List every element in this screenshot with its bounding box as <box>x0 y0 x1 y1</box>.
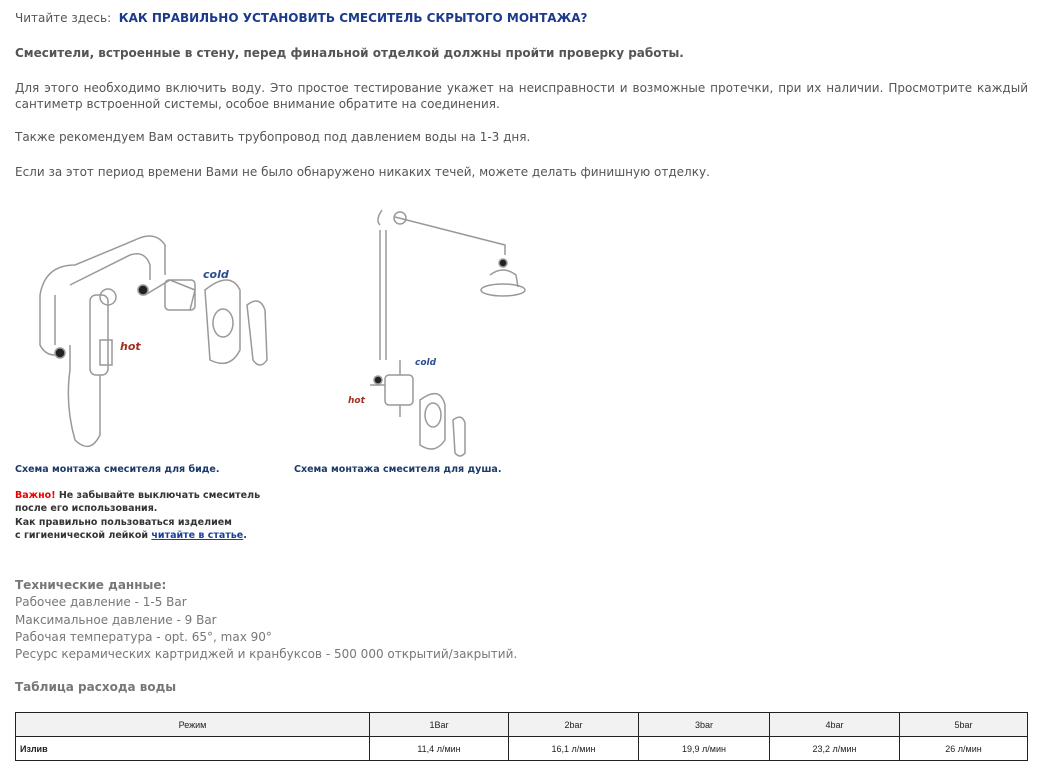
note-text: Как правильно пользоваться изделием <box>15 516 232 528</box>
note-text: с гигиенической лейкой <box>15 529 149 541</box>
tech-title: Технические данные: <box>15 578 167 592</box>
header-cell: 1Bar <box>370 713 509 737</box>
tech-data <box>15 577 517 663</box>
tech-line: Максимальное давление - 9 Bar <box>15 612 217 627</box>
read-article-link[interactable]: читайте в статье <box>151 529 244 541</box>
tech-line: Рабочая температура - opt. 65°, max 90° <box>15 629 272 644</box>
row-label: Излив <box>16 737 370 761</box>
read-here-label: Читайте здесь: <box>15 11 112 25</box>
cold-label: cold <box>203 268 229 281</box>
cell: 26 л/мин <box>900 737 1028 761</box>
para-3: Если за этот период времени Вами не было обнаружено никаких течей, можете делать финишную отделку. <box>15 165 710 179</box>
water-flow-table <box>15 712 1028 761</box>
cell: 11,4 л/мин <box>370 737 509 761</box>
hot-label: hot <box>120 340 141 353</box>
table-row <box>16 737 1028 761</box>
article-link[interactable]: КАК ПРАВИЛЬНО УСТАНОВИТЬ СМЕСИТЕЛЬ СКРЫТОГО МОНТАЖА? <box>118 11 588 25</box>
note-text: после его использования. <box>15 503 158 515</box>
intro-bold: Смесители, встроенные в стену, перед финальной отделкой должны пройти проверку работы. <box>15 46 684 60</box>
cold-label: cold <box>415 358 437 368</box>
note-text: Не забывайте выключать смеситель <box>58 490 261 501</box>
header-cell: 5bar <box>900 713 1028 737</box>
header-cell: 2bar <box>509 713 639 737</box>
important-note <box>15 489 260 542</box>
cell: 19,9 л/мин <box>639 737 770 761</box>
bidet-caption: Схема монтажа смесителя для биде. <box>15 464 220 475</box>
tech-line: Рабочее давление - 1-5 Bar <box>15 595 187 610</box>
header-cell: 3bar <box>639 713 770 737</box>
tech-line: Ресурс керамических картриджей и кранбуксов - 500 000 открытий/закрытий. <box>15 647 518 662</box>
cell: 16,1 л/мин <box>509 737 639 761</box>
table-header-row <box>16 713 1028 737</box>
cell: 23,2 л/мин <box>770 737 900 761</box>
read-here-line <box>15 10 588 26</box>
bidet-diagram <box>15 195 285 460</box>
hot-label: hot <box>348 396 365 406</box>
header-cell: 4bar <box>770 713 900 737</box>
table-title: Таблица расхода воды <box>15 680 177 694</box>
shower-diagram <box>290 195 560 460</box>
note-text: . <box>243 529 247 541</box>
para-2: Также рекомендуем Вам оставить трубопровод под давлением воды на 1-3 дня. <box>15 130 531 144</box>
important-label: Важно! <box>15 490 56 501</box>
para-1: Для этого необходимо включить воду. Это простое тестирование укажет на неисправности и возможные протечки, при их наличии. Просмотрите каждый сантиметр встроенной системы, особое внимание обратите на соединения. <box>15 81 1028 111</box>
shower-caption: Схема монтажа смесителя для душа. <box>294 464 502 475</box>
header-cell: Режим <box>16 713 370 737</box>
